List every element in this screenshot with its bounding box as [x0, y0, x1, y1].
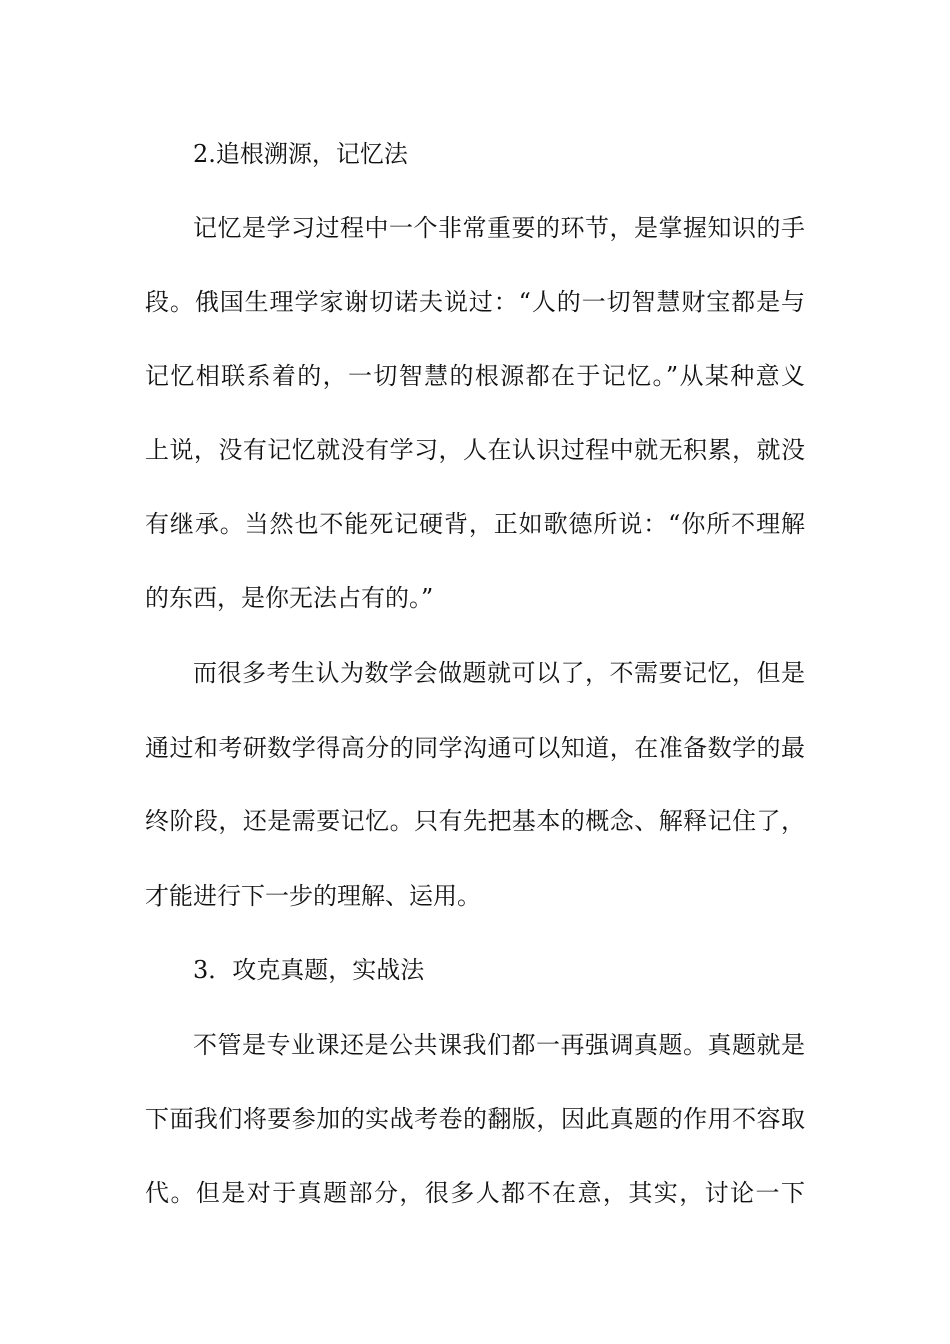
paragraph-line: 的东西，是你无法占有的。”	[145, 584, 434, 612]
paragraph-line: 上说，没有记忆就没有学习，人在认识过程中就无积累，就没	[145, 436, 805, 464]
paragraph-line: 代。但是对于真题部分，很多人都不在意，其实，讨论一下	[145, 1179, 805, 1207]
heading-real-exam-method: 3．攻克真题，实战法	[193, 956, 425, 984]
paragraph-line: 有继承。当然也不能死记硬背，正如歌德所说：“你所不理解	[145, 510, 805, 538]
paragraph-line: 下面我们将要参加的实战考卷的翻版，因此真题的作用不容取	[145, 1105, 805, 1133]
paragraph-line: 段。俄国生理学家谢切诺夫说过：“人的一切智慧财宝都是与	[145, 288, 805, 316]
paragraph-line: 记忆相联系着的，一切智慧的根源都在于记忆。”从某种意义	[145, 362, 805, 390]
paragraph-line: 记忆是学习过程中一个非常重要的环节，是掌握知识的手	[193, 214, 805, 242]
heading-memory-method: 2.追根溯源，记忆法	[193, 140, 408, 168]
paragraph-line: 不管是专业课还是公共课我们都一再强调真题。真题就是	[193, 1031, 805, 1059]
paragraph-line: 而很多考生认为数学会做题就可以了，不需要记忆，但是	[193, 659, 805, 687]
paragraph-line: 终阶段，还是需要记忆。只有先把基本的概念、解释记住了，	[145, 807, 805, 835]
paragraph-line: 才能进行下一步的理解、运用。	[145, 882, 481, 910]
paragraph-line: 通过和考研数学得高分的同学沟通可以知道，在准备数学的最	[145, 734, 805, 762]
